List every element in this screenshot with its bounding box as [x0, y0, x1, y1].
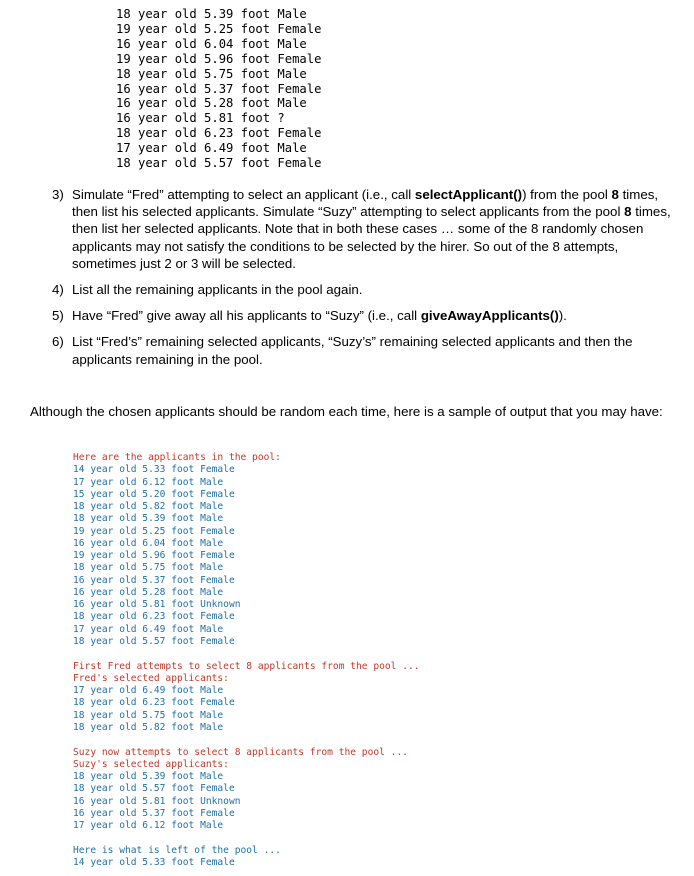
- applicant-line: 18 year old 6.23 foot Female: [116, 126, 322, 141]
- applicant-line: 19 year old 5.25 foot Female: [116, 21, 322, 36]
- applicant-line: 16 year old 5.37 foot Female: [116, 81, 322, 96]
- step-text-run: List “Fred’s” remaining selected applicants, “Suzy’s” remaining selected applicants and then the applicants remaining in the pool.: [72, 334, 633, 367]
- step-item: [52, 307, 684, 324]
- output-gap: [73, 832, 420, 844]
- applicant-listing: [116, 7, 321, 171]
- output-applicant-line: 15 year old 5.20 foot Female: [73, 488, 235, 500]
- output-applicant-line: 16 year old 5.81 foot Unknown: [73, 795, 241, 807]
- step-item: [52, 333, 684, 367]
- output-applicant-line: 17 year old 6.49 foot Male: [73, 685, 224, 697]
- output-message-line: Here are the applicants in the pool:: [73, 452, 281, 463]
- step-text-run: ) from the pool: [522, 187, 612, 202]
- output-applicant-line: 19 year old 5.25 foot Female: [73, 525, 235, 537]
- step-text-run: Have “Fred” give away all his applicants to “Suzy” (i.e., call: [72, 308, 421, 324]
- output-message-line: First Fred attempts to select 8 applicants from the pool ...: [73, 660, 420, 672]
- output-applicant-line: 18 year old 6.23 foot Female: [73, 611, 235, 623]
- output-applicant-line: 16 year old 5.37 foot Female: [73, 574, 235, 586]
- applicant-line: 16 year old 6.04 foot Male: [116, 36, 307, 51]
- step-text: [72, 334, 633, 366]
- step-item: [52, 186, 684, 272]
- output-message-line: Suzy now attempts to select 8 applicants from the pool ...: [73, 746, 409, 758]
- applicant-line: 18 year old 5.57 foot Female: [116, 156, 322, 171]
- output-applicant-line: Here is what is left of the pool ...: [73, 844, 281, 856]
- applicant-line: 17 year old 6.49 foot Male: [116, 141, 307, 156]
- output-applicant-line: 18 year old 5.75 foot Male: [73, 709, 224, 721]
- step-item: [52, 281, 684, 298]
- step-number: 3): [52, 187, 64, 202]
- applicant-line: 16 year old 5.28 foot Male: [116, 96, 307, 111]
- step-text: [72, 187, 671, 271]
- step-text-run: times, then list her selected applicants. Note that in both these cases … some of the 8 randomly chosen applicants may not satisfy the conditions to be selected by the hirer. So out of the 8 attempts, sometimes just 2 or 3 will be selected.: [72, 204, 671, 271]
- output-applicant-line: 14 year old 5.33 foot Female: [73, 464, 235, 476]
- output-applicant-line: 18 year old 5.75 foot Male: [73, 562, 224, 574]
- output-gap: [73, 648, 420, 660]
- applicant-line: 19 year old 5.96 foot Female: [116, 51, 322, 66]
- output-message-line: Suzy's selected applicants:: [73, 758, 229, 770]
- output-applicant-line: 14 year old 5.33 foot Female: [73, 857, 235, 869]
- step-code-term: giveAwayApplicants(): [420, 308, 559, 324]
- output-applicant-line: 17 year old 6.12 foot Male: [73, 820, 224, 832]
- output-applicant-line: 18 year old 5.82 foot Male: [73, 721, 224, 733]
- output-applicant-line: 18 year old 5.57 foot Female: [73, 783, 235, 795]
- applicant-line: 18 year old 5.75 foot Male: [116, 66, 307, 81]
- output-applicant-line: 18 year old 5.39 foot Male: [73, 771, 224, 783]
- output-applicant-line: 16 year old 5.37 foot Female: [73, 807, 235, 819]
- step-number: 4): [52, 282, 64, 298]
- output-applicant-line: 17 year old 6.49 foot Male: [73, 623, 224, 635]
- step-number: 5): [52, 308, 64, 324]
- step-code-term: 8: [611, 187, 619, 202]
- step-text-run: Simulate “Fred” attempting to select an applicant (i.e., call: [72, 187, 415, 202]
- sample-intro-paragraph: Although the chosen applicants should be random each time, here is a sample of output that you may have:: [30, 404, 663, 419]
- instruction-steps: [52, 186, 684, 377]
- step-code-term: selectApplicant(): [414, 187, 523, 202]
- output-applicant-line: 17 year old 6.12 foot Male: [73, 476, 224, 488]
- applicant-line: 18 year old 5.39 foot Male: [116, 7, 307, 21]
- sample-output-block: [73, 452, 420, 869]
- step-number: 6): [52, 334, 64, 350]
- output-applicant-line: 16 year old 6.04 foot Male: [73, 537, 224, 549]
- output-gap: [73, 734, 420, 746]
- output-applicant-line: 16 year old 5.81 foot Unknown: [73, 599, 241, 611]
- step-text-run: ).: [558, 308, 567, 324]
- step-text: [72, 282, 363, 297]
- output-applicant-line: 18 year old 5.39 foot Male: [73, 513, 224, 525]
- step-text-run: List all the remaining applicants in the pool again.: [72, 282, 363, 298]
- output-applicant-line: 18 year old 5.57 foot Female: [73, 635, 235, 647]
- step-code-term: 8: [624, 204, 632, 220]
- output-message-line: Fred's selected applicants:: [73, 672, 229, 684]
- step-text: [72, 308, 567, 323]
- output-applicant-line: 18 year old 5.82 foot Male: [73, 501, 224, 513]
- step-text-run: times, then list his selected applicants. Simulate “Suzy” attempting to select applicants from the pool: [72, 187, 659, 220]
- applicant-line: 16 year old 5.81 foot ?: [116, 111, 285, 126]
- output-applicant-line: 16 year old 5.28 foot Male: [73, 586, 224, 598]
- output-applicant-line: 18 year old 6.23 foot Female: [73, 697, 235, 709]
- output-applicant-line: 19 year old 5.96 foot Female: [73, 550, 235, 562]
